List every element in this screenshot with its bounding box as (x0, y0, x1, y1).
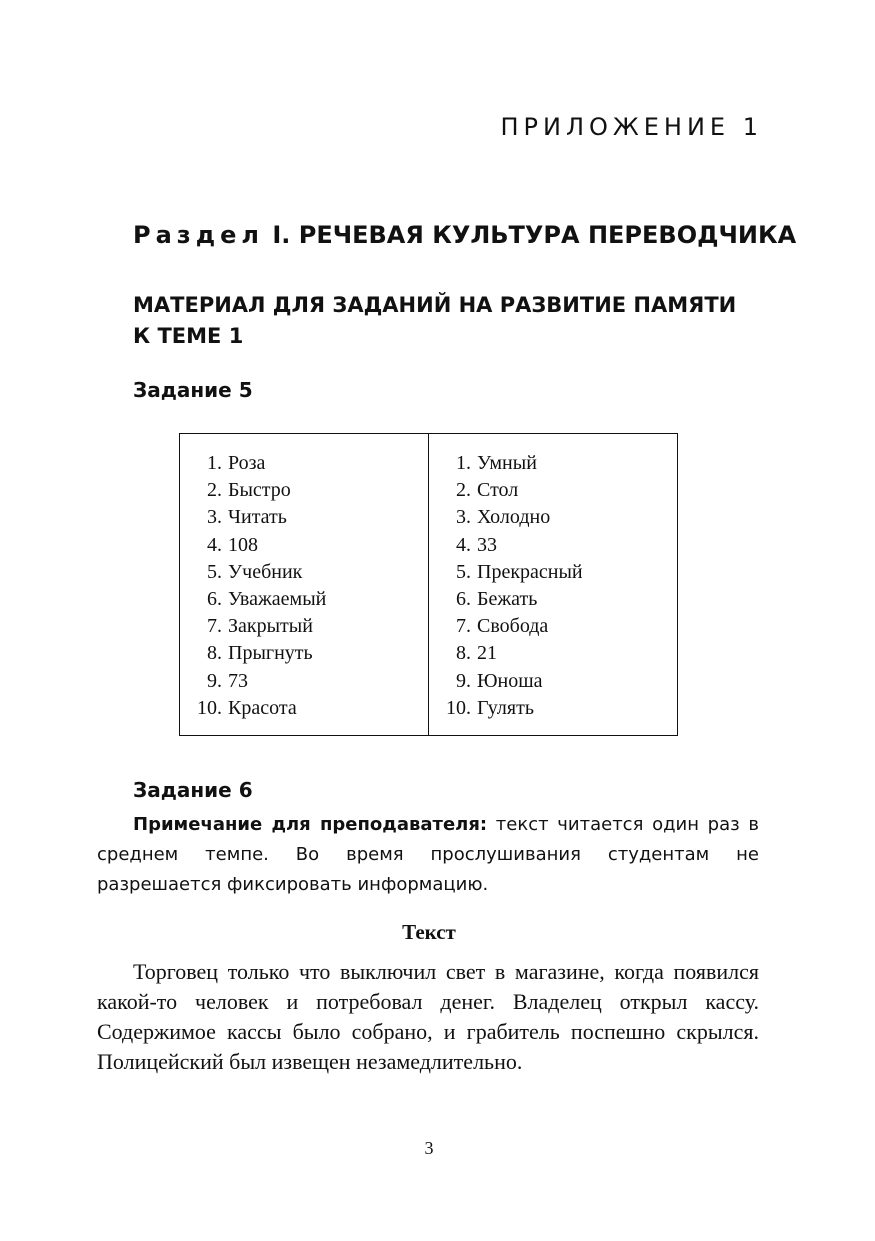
word-number: 6. (456, 588, 471, 611)
word-number: 2. (207, 479, 222, 502)
word-text: 21 (477, 642, 497, 665)
material-title-line2: К ТЕМЕ 1 (133, 324, 244, 348)
word-text: Холодно (477, 506, 551, 529)
word-number: 7. (456, 615, 471, 638)
word-text: Прыгнуть (228, 642, 313, 665)
word-list-item (429, 668, 677, 695)
word-list-item (180, 504, 428, 531)
word-list-item (429, 532, 677, 559)
word-list-item (429, 695, 677, 722)
word-number: 4. (456, 533, 471, 556)
word-list-item (429, 586, 677, 613)
word-text: 33 (477, 533, 497, 556)
word-text: Уважаемый (228, 588, 327, 611)
word-list-item (180, 559, 428, 586)
word-table (179, 433, 678, 736)
word-text: Бежать (477, 588, 538, 611)
word-text: Умный (477, 452, 537, 474)
word-list-item (180, 586, 428, 613)
word-text: Читать (228, 506, 287, 529)
word-text: Гулять (477, 696, 534, 719)
word-number: 3. (207, 506, 222, 529)
word-text: 108 (228, 533, 258, 556)
word-number: 7. (207, 615, 222, 638)
word-list-item (429, 450, 677, 477)
word-list-item (180, 532, 428, 559)
word-number: 5. (456, 560, 471, 583)
word-number: 9. (456, 669, 471, 692)
word-column-left (180, 434, 428, 735)
word-number: 5. (207, 560, 222, 583)
word-number: 8. (456, 642, 471, 665)
word-list-item (180, 477, 428, 504)
word-text: Свобода (477, 615, 549, 638)
story-paragraph: Торговец только что выключил свет в магазине, когда появился какой-то человек и потребовал денег. Владелец открыл кассу. Содержимое кассы было собрано, и грабитель поспешно скрылся. Полицейский был извещен незамедлительно. (97, 959, 759, 1074)
word-list-item (180, 640, 428, 667)
word-number: 10. (446, 696, 471, 719)
word-text: Стол (477, 479, 519, 502)
word-text: Красота (228, 696, 297, 719)
task6-heading: Задание 6 (133, 778, 253, 802)
word-text: Быстро (228, 479, 291, 502)
word-number: 10. (197, 696, 222, 719)
word-number: 4. (207, 533, 222, 556)
word-number: 1. (456, 452, 471, 474)
material-title (133, 290, 773, 352)
word-list-item (180, 695, 428, 722)
word-column-right (428, 434, 677, 735)
word-list-item (429, 559, 677, 586)
word-number: 8. (207, 642, 222, 665)
word-list-right (429, 450, 677, 722)
teacher-note (97, 810, 759, 900)
word-list-item (429, 640, 677, 667)
word-number: 6. (207, 588, 222, 611)
page-number: 3 (424, 1138, 434, 1158)
word-text: Учебник (228, 560, 303, 583)
word-number: 1. (207, 452, 222, 474)
word-number: 2. (456, 479, 471, 502)
section-label: Раздел (133, 221, 264, 249)
section-title (133, 221, 796, 249)
section-name: I. РЕЧЕВАЯ КУЛЬТУРА ПЕРЕВОДЧИКА (272, 221, 797, 249)
material-title-line1: МАТЕРИАЛ ДЛЯ ЗАДАНИЙ НА РАЗВИТИЕ ПАМЯТИ (133, 293, 737, 317)
word-number: 3. (456, 506, 471, 529)
word-list-item (429, 613, 677, 640)
teacher-note-label: Примечание для преподавателя: (133, 814, 488, 835)
word-list-item (429, 477, 677, 504)
teacher-note-text: текст читается один раз в среднем темпе. Во время прослушивания студентам не разрешается фиксировать информацию. (97, 814, 759, 895)
word-list-item (180, 668, 428, 695)
word-list-item (180, 613, 428, 640)
word-text: Закрытый (228, 615, 313, 638)
word-list-left (180, 450, 428, 722)
word-text: Прекрасный (477, 560, 583, 583)
word-text: 73 (228, 669, 248, 692)
word-list-item (180, 450, 428, 477)
word-text: Юноша (477, 669, 543, 692)
text-title: Текст (402, 920, 456, 944)
appendix-heading: ПРИЛОЖЕНИЕ 1 (500, 113, 763, 141)
task5-heading: Задание 5 (133, 378, 253, 402)
word-list-item (429, 504, 677, 531)
word-number: 9. (207, 669, 222, 692)
word-text: Роза (228, 452, 266, 474)
